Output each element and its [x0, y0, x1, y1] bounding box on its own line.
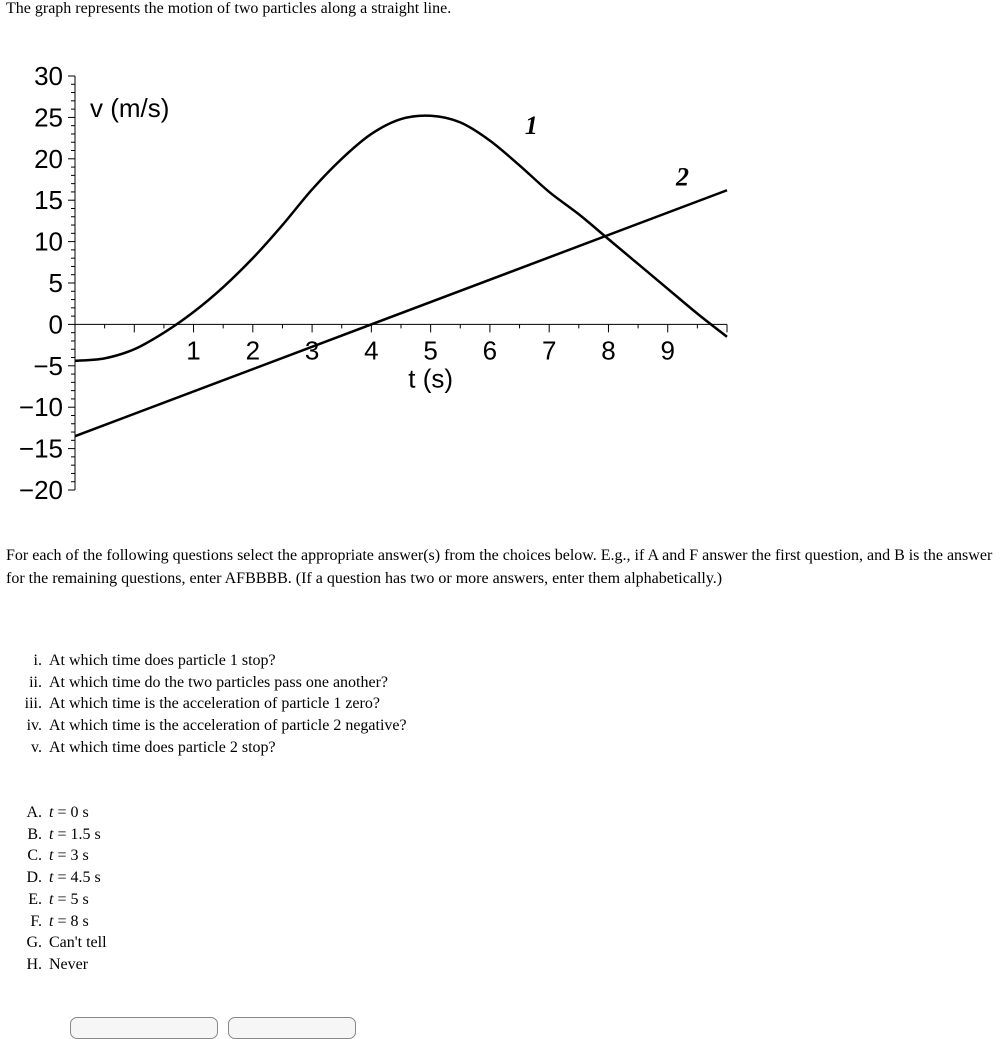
choice-letter: G. [26, 934, 42, 952]
choice-item [18, 954, 107, 976]
choice-item [18, 867, 107, 889]
y-axis-label: v (m/s) [90, 93, 170, 124]
question-item [18, 715, 407, 737]
choice-variable: t [49, 804, 54, 821]
question-item [18, 693, 407, 715]
y-tick-label: 30 [34, 61, 63, 91]
choice-text: = 5 s [53, 890, 89, 908]
series-2-line [75, 190, 727, 436]
x-tick-label: 2 [245, 335, 261, 366]
x-tick-label: 4 [364, 335, 379, 366]
question-item [18, 650, 407, 672]
question-number: i. [33, 652, 42, 669]
choice-list [18, 802, 107, 976]
choice-variable: t [49, 912, 54, 930]
x-tick-label: 1 [186, 335, 201, 366]
y-tick-label: 5 [48, 268, 63, 298]
question-item [18, 672, 407, 694]
submit-button[interactable] [228, 1017, 356, 1039]
choice-letter: F. [30, 912, 42, 930]
choice-text: Never [49, 955, 89, 973]
question-number: ii. [29, 673, 42, 691]
y-tick-label: −15 [18, 433, 63, 464]
instructions-text: For each of the following questions select the appropriate answer(s) from the choices below. E.g., if A and F answer the first question, and B is the answer for the remaining questions, enter AFBBBB. (If a question has two or more answers, enter them alphabetically.) [6, 547, 993, 587]
choice-text: = 1.5 s [53, 825, 101, 843]
choice-text: = 0 s [53, 804, 89, 821]
x-tick-label: 5 [423, 335, 438, 366]
choice-item [18, 824, 107, 846]
x-tick-label: 8 [601, 335, 616, 366]
curve-label-2: 2 [676, 162, 690, 192]
question-text: At which time does particle 1 stop? [49, 652, 276, 669]
choice-letter: C. [27, 847, 42, 865]
choice-letter: A. [26, 804, 42, 821]
choice-item [18, 889, 107, 911]
y-tick-label: −5 [33, 350, 63, 381]
x-tick-label: 9 [660, 335, 675, 366]
choice-text: = 8 s [53, 912, 89, 930]
choice-variable: t [49, 890, 54, 908]
question-list [18, 650, 407, 759]
question-number: iv. [26, 717, 42, 735]
choice-letter: D. [26, 869, 42, 887]
question-number: v. [31, 738, 42, 756]
x-tick-label: 3 [304, 335, 320, 366]
y-tick-label: −20 [18, 475, 63, 505]
choice-item [18, 802, 107, 824]
question-text: At which time do the two particles pass one another? [49, 673, 389, 691]
x-tick-label: 7 [541, 335, 557, 366]
choice-letter: E. [28, 890, 42, 908]
choice-text: = 4.5 s [53, 869, 101, 887]
y-tick-label: 15 [34, 185, 63, 216]
y-tick-label: −10 [18, 392, 63, 423]
x-axis-label: t (s) [408, 363, 454, 394]
choice-variable: t [49, 825, 54, 843]
choice-item [18, 845, 107, 867]
choice-text: Can't tell [49, 934, 107, 952]
y-tick-label: 25 [34, 102, 63, 133]
question-item [18, 737, 407, 759]
choice-letter: B. [27, 825, 42, 843]
choice-item [18, 932, 107, 954]
problem-intro: The graph represents the motion of two particles along a straight line. [6, 0, 452, 17]
answer-input[interactable] [70, 1017, 218, 1039]
question-text: At which time is the acceleration of particle 1 zero? [49, 695, 380, 713]
choice-variable: t [49, 847, 54, 865]
y-tick-label: 10 [34, 226, 63, 257]
curve-label-1: 1 [524, 110, 538, 140]
question-number: iii. [24, 695, 42, 713]
question-text: At which time is the acceleration of particle 2 negative? [49, 717, 407, 735]
choice-letter: H. [26, 955, 42, 973]
question-text: At which time does particle 2 stop? [49, 738, 276, 756]
choice-text: = 3 s [53, 847, 89, 865]
y-tick-label: 20 [34, 143, 63, 174]
choice-variable: t [49, 869, 54, 887]
choice-item [18, 911, 107, 933]
velocity-time-graph [0, 60, 760, 510]
y-tick-label: 0 [48, 309, 63, 340]
x-tick-label: 6 [482, 335, 498, 366]
